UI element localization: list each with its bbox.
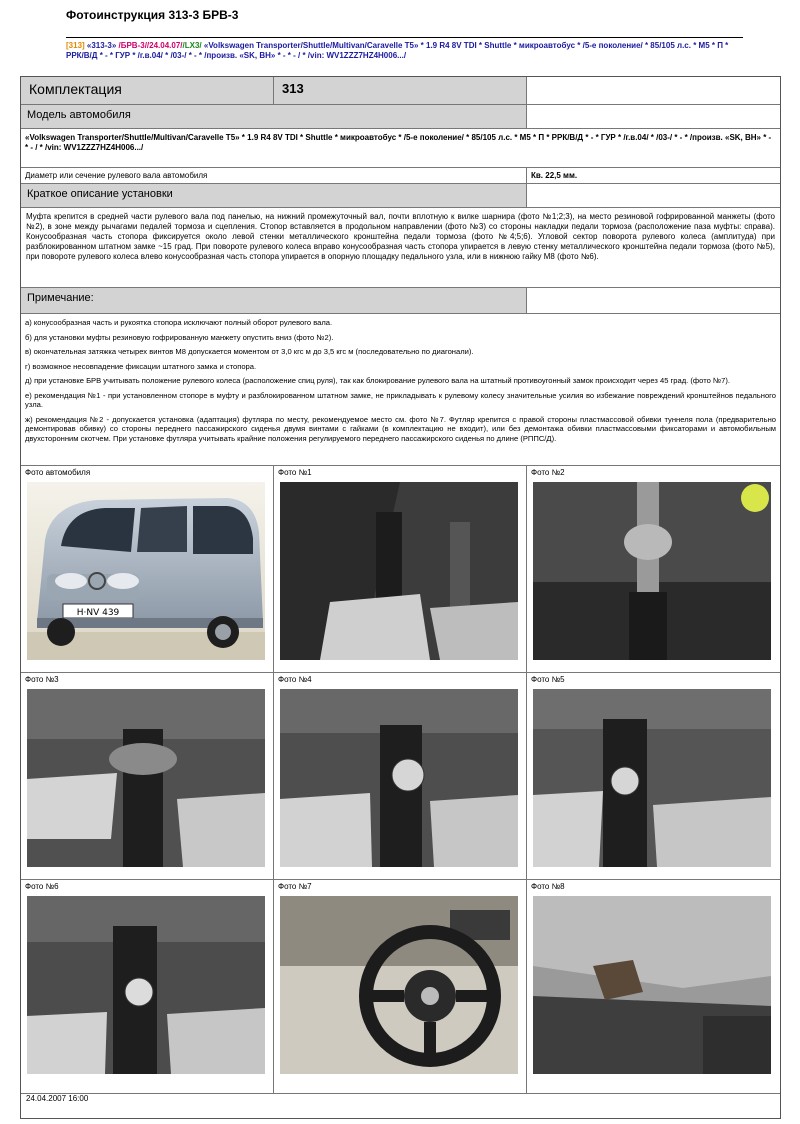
photo-caption: Фото №7 bbox=[278, 882, 312, 891]
model-value-row bbox=[21, 129, 780, 168]
komplektaciya-value: 313 bbox=[274, 77, 527, 104]
desc-label-empty bbox=[527, 184, 780, 207]
note-item: в) окончательная затяжка четырех винтов М8 допускается моментом от 3,0 кгс м до 3,5 кгс м (последовательно по диагонали). bbox=[25, 347, 474, 356]
photo-caption: Фото №3 bbox=[25, 675, 59, 684]
tagline-vehicle: «Volkswagen Transporter/Shuttle/Multivan/Caravelle T5» * 1.9 R4 8V TDI * Shuttle * микроавтобус * /5-е поколение/ * 85/105 л.с. * M5 * П * РРК/В/Д * - * ГУР * /г.в.04/ * /03-/ * - * /произв. «SK, BH» * - * - / * /vin: WV1ZZZ7HZ4H006.../ bbox=[66, 41, 729, 60]
desc-label-row bbox=[21, 184, 780, 208]
photo-cell-2 bbox=[527, 466, 780, 673]
note-label-row bbox=[21, 288, 780, 314]
note-item: д) при установке БРВ учитывать положение рулевого колеса (расположение спиц руля), так как блокирование рулевого вала на штатный противоугонный замок происходит через 45 град. (фото №7). bbox=[25, 376, 730, 385]
shaft-value: Кв. 22,5 мм. bbox=[531, 171, 578, 180]
photo-caption: Фото №4 bbox=[278, 675, 312, 684]
notes-list bbox=[21, 314, 780, 465]
photo-cell-5 bbox=[527, 673, 780, 880]
shaft-row bbox=[21, 168, 780, 184]
photo-cell-4 bbox=[274, 673, 527, 880]
photo-7-image bbox=[280, 896, 518, 1074]
tagline-type: /БРВ-3/ bbox=[118, 41, 147, 50]
komplektaciya-empty bbox=[527, 77, 780, 104]
tagline-lock: /LX3/ bbox=[182, 41, 202, 50]
model-label: Модель автомобиля bbox=[21, 105, 527, 128]
photo-caption: Фото №8 bbox=[531, 882, 565, 891]
desc-label: Краткое описание установки bbox=[21, 184, 527, 207]
desc-row bbox=[21, 208, 780, 288]
photo-6-image bbox=[27, 896, 265, 1074]
product-tagline bbox=[66, 41, 746, 61]
photo-1-image bbox=[280, 482, 518, 660]
tagline-date: /24.04.07/ bbox=[146, 41, 183, 50]
license-plate: H·NV 439 bbox=[76, 608, 120, 618]
note-item: а) конусообразная часть и рукоятка стопора исключают полный оборот рулевого вала. bbox=[25, 318, 333, 327]
page-title: Фотоинструкция 313-3 БРВ-3 bbox=[66, 8, 239, 22]
footer-empty bbox=[21, 1094, 780, 1118]
photo-caption: Фото №6 bbox=[25, 882, 59, 891]
tagline-code: [313] bbox=[66, 41, 85, 50]
photo-cell-6 bbox=[21, 880, 274, 1093]
model-label-empty bbox=[527, 105, 780, 128]
komplektaciya-row bbox=[21, 77, 780, 105]
photo-8-image bbox=[533, 896, 771, 1074]
notes-row bbox=[21, 314, 780, 466]
footer-row bbox=[21, 1094, 780, 1118]
note-label: Примечание: bbox=[21, 288, 527, 313]
photo-2-image bbox=[533, 482, 771, 660]
tagline-model: «313-3» bbox=[84, 41, 119, 50]
note-item: е) рекомендация №1 - при установленном стопоре в муфту и разблокированном штатном замке, не прикладывать к рулевому колесу значительные усилия во избежание повреждений кронштейнов педального узла. bbox=[25, 390, 776, 409]
photo-3-image bbox=[27, 689, 265, 867]
note-item: б) для установки муфты резиновую гофрированную манжету опустить вниз (фото №2). bbox=[25, 332, 334, 342]
note-label-empty bbox=[527, 288, 780, 313]
photo-caption: Фото автомобиля bbox=[25, 468, 91, 477]
shaft-label: Диаметр или сечение рулевого вала автомобиля bbox=[21, 168, 527, 183]
footer-date: 24.04.2007 16:00 bbox=[26, 1094, 89, 1103]
photo-cell-1 bbox=[274, 466, 527, 673]
model-value: «Volkswagen Transporter/Shuttle/Multivan/Caravelle T5» * 1.9 R4 8V TDI * Shuttle * микроавтобус * /5-е поколение/ * 85/105 л.с. * M5 * П * РРК/В/Д * - * ГУР * /г.в.04/ * /03-/ * - * /произв. «SK, BH» * - * - / * /vin: WV1ZZZ7HZ4H006.../ bbox=[25, 133, 772, 152]
photo-cell-8 bbox=[527, 880, 780, 1093]
photo-cell-3 bbox=[21, 673, 274, 880]
photo-cell-7 bbox=[274, 880, 527, 1093]
komplektaciya-label: Комплектация bbox=[21, 77, 274, 104]
photos-row bbox=[21, 466, 780, 1094]
photo-caption: Фото №1 bbox=[278, 468, 312, 477]
desc-text: Муфта крепится в средней части рулевого вала под панелью, на нижний промежуточный вал, почти вплотную к вилке шарнира (фото №1;2;3), на место резиновой гофрированной манжеты (фото №2), в зоне между рычагами педалей тормоза и сцепления. Стопор вставляется в продольном направлении (фото №3) со стороны накладки педали тормоза (расположение паза муфты: справа). Конусообразная часть стопора фиксируется около левой стенки металлического кронштейна педали тормоза (фото №4;5;6). Угловой сектор поворота рулевого колеса (амплитуда) при разблокированном штатном замке ~15 град. При повороте рулевого колеса вправо конусообразная часть стопора упирается в левую стенку металлического кронштейна педали тормоза (фото №5), при повороте рулевого колеса влево конусообразная часть стопора упирается в опорную площадку педального узла, или в нижнюю гайку М8 (фото №6). bbox=[26, 212, 775, 261]
photo-caption: Фото №2 bbox=[531, 468, 565, 477]
photo-grid bbox=[21, 466, 780, 1093]
title-rule bbox=[66, 37, 743, 38]
photo-caption: Фото №5 bbox=[531, 675, 565, 684]
instruction-table bbox=[20, 76, 781, 1119]
photo-4-image bbox=[280, 689, 518, 867]
model-label-row bbox=[21, 105, 780, 129]
note-item: г) возможное несовпадение фиксации штатного замка и стопора. bbox=[25, 361, 257, 371]
car-photo bbox=[27, 482, 265, 660]
photo-cell-car bbox=[21, 466, 274, 673]
note-item: ж) рекомендация №2 - допускается установка (адаптация) футляра по месту, рекомендуемое место см. фото №7. Футляр крепится с правой стороны пластмассовой обивки туннеля пола (предварительно демонтировав обивку) со стороны переднего пассажирского сиденья двумя винтами с гайками (в комплектацию не входит), или без демонтажа обивки пластмассовыми фиксаторами и автомобильным двухсторонним скотчем. При установке футляра учитывать крайние положения регулируемого переднего пассажирского сиденья по длине (РППС/Д). bbox=[25, 414, 776, 443]
photo-5-image bbox=[533, 689, 771, 867]
